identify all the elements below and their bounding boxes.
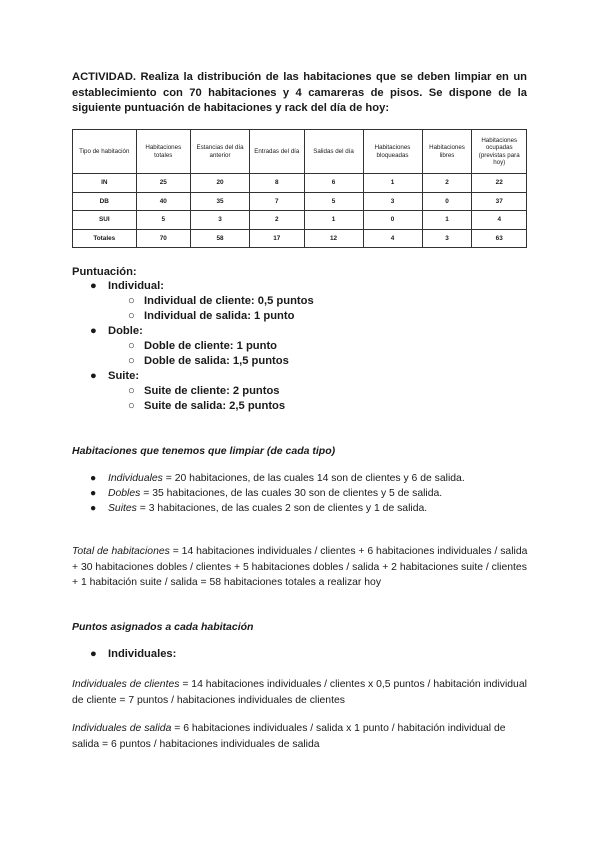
header-cell: Habitaciones totales (136, 130, 190, 174)
sub-list (108, 294, 522, 324)
puntuacion-heading: Puntuación: (72, 266, 137, 278)
rack-table (72, 129, 527, 248)
table-cell: 25 (136, 174, 190, 193)
table-cell: 40 (136, 192, 190, 211)
bullet-icon: ● (90, 325, 97, 337)
table-cell: 3 (422, 229, 472, 248)
list-item (72, 369, 522, 414)
circle-bullet-icon: ○ (128, 355, 135, 367)
table-cell: 0 (363, 211, 422, 230)
table-cell: 1 (304, 211, 363, 230)
list-item (108, 339, 522, 354)
header-cell: Estancias del día anterior (191, 130, 250, 174)
term: Individuales (108, 473, 163, 484)
term: Suites (108, 503, 137, 514)
table-cell: 1 (363, 174, 422, 193)
bullet-icon: ● (90, 370, 97, 382)
table-header-row (73, 130, 527, 174)
habitaciones-list (72, 471, 532, 516)
table-cell: 6 (304, 174, 363, 193)
score-item: Suite de cliente: 2 puntos (144, 385, 280, 397)
item-text: = 20 habitaciones, de las cuales 14 son de clientes y 6 de salida. (162, 473, 465, 484)
score-item: Individual de salida: 1 punto (144, 310, 295, 322)
table-cell: 8 (250, 174, 304, 193)
table-cell: 5 (136, 211, 190, 230)
individuales-label: Individuales: (108, 648, 177, 660)
table-cell: 22 (472, 174, 527, 193)
list-item (108, 309, 522, 324)
table-row (73, 211, 527, 230)
circle-bullet-icon: ○ (128, 400, 135, 412)
puntos-heading: Puntos asignados a cada habitación (72, 621, 254, 633)
paragraph-text: = 14 habitaciones individuales / clientes + 6 habitaciones individuales / salida + 30 habitaciones dobles / clientes + 5 habitaciones dobles / salida + 2 habitaciones suite / clientes + 1 habitación suite / salida = 58 habitaciones totales a realizar hoy (72, 546, 528, 589)
score-item: Doble de salida: 1,5 puntos (144, 355, 289, 367)
bullet-icon: ● (90, 648, 97, 660)
table-row (73, 174, 527, 193)
header-cell: Habitaciones ocupadas (previstas para hoy) (472, 130, 527, 174)
table-cell: 20 (191, 174, 250, 193)
list-item (108, 294, 522, 309)
table-cell: SUI (73, 211, 137, 230)
table-cell: 3 (363, 192, 422, 211)
total-paragraph (72, 544, 532, 591)
table-cell: 70 (136, 229, 190, 248)
table-cell: 2 (422, 174, 472, 193)
score-item: Individual de cliente: 0,5 puntos (144, 295, 314, 307)
bullet-icon: ● (90, 503, 97, 514)
table-cell: 3 (191, 211, 250, 230)
header-cell: Entradas del día (250, 130, 304, 174)
habitaciones-heading: Habitaciones que tenemos que limpiar (de cada tipo) (72, 445, 336, 457)
paragraph-text: = 6 habitaciones individuales / salida x 1 punto / habitación individual de salida = 6 puntos / habitaciones individuales de salida (72, 723, 506, 750)
header-cell: Tipo de habitación (73, 130, 137, 174)
table-row-totals (73, 229, 527, 248)
circle-bullet-icon: ○ (128, 310, 135, 322)
table-cell: 58 (191, 229, 250, 248)
header-cell: Habitaciones libres (422, 130, 472, 174)
term: Dobles (108, 488, 141, 499)
group-label: Suite: (108, 370, 140, 382)
list-item (72, 279, 522, 324)
table-cell: 2 (250, 211, 304, 230)
table-cell: 4 (472, 211, 527, 230)
bullet-icon: ● (90, 280, 97, 292)
item-text: = 35 habitaciones, de las cuales 30 son de clientes y 5 de salida. (140, 488, 443, 499)
list-item (108, 399, 522, 414)
list-item (72, 471, 532, 486)
table-cell: 5 (304, 192, 363, 211)
list-item (72, 486, 532, 501)
group-label: Individual: (108, 280, 164, 292)
table-cell: 0 (422, 192, 472, 211)
table-cell: 12 (304, 229, 363, 248)
sub-list (108, 339, 522, 369)
puntuacion-list (72, 279, 522, 414)
individuales-salida-paragraph (72, 721, 532, 752)
table-cell: 7 (250, 192, 304, 211)
table-cell: Totales (73, 229, 137, 248)
header-cell: Salidas del día (304, 130, 363, 174)
score-item: Doble de cliente: 1 punto (144, 340, 278, 352)
circle-bullet-icon: ○ (128, 340, 135, 352)
item-text: = 3 habitaciones, de las cuales 2 son de clientes y 1 de salida. (136, 503, 428, 514)
term: Individuales de salida (72, 723, 172, 734)
table-row (73, 192, 527, 211)
group-label: Doble: (108, 325, 143, 337)
table-cell: DB (73, 192, 137, 211)
list-item (108, 384, 522, 399)
table-cell: 1 (422, 211, 472, 230)
table-cell: 35 (191, 192, 250, 211)
list-item (72, 324, 522, 369)
term: Total de habitaciones (72, 546, 170, 557)
header-cell: Habitaciones bloqueadas (363, 130, 422, 174)
score-item: Suite de salida: 2,5 puntos (144, 400, 286, 412)
table-cell: 63 (472, 229, 527, 248)
table-cell: 17 (250, 229, 304, 248)
bullet-icon: ● (90, 488, 97, 499)
individuales-clientes-paragraph (72, 677, 532, 708)
list-item (72, 501, 532, 516)
paragraph-text: = 14 habitaciones individuales / clientes x 0,5 puntos / habitación individual de cliente = 7 puntos / habitaciones individuales de clientes (72, 679, 527, 706)
sub-list (108, 384, 522, 414)
circle-bullet-icon: ○ (128, 295, 135, 307)
table-cell: 4 (363, 229, 422, 248)
circle-bullet-icon: ○ (128, 385, 135, 397)
table-cell: IN (73, 174, 137, 193)
list-item (108, 354, 522, 369)
table-cell: 37 (472, 192, 527, 211)
bullet-icon: ● (90, 473, 97, 484)
term: Individuales de clientes (72, 679, 180, 690)
activity-intro: ACTIVIDAD. Realiza la distribución de las habitaciones que se deben limpiar en un establecimiento con 70 habitaciones y 4 camareras de pisos. Se dispone de la siguiente puntuación de habitaciones y rack del día de hoy: (72, 71, 527, 114)
